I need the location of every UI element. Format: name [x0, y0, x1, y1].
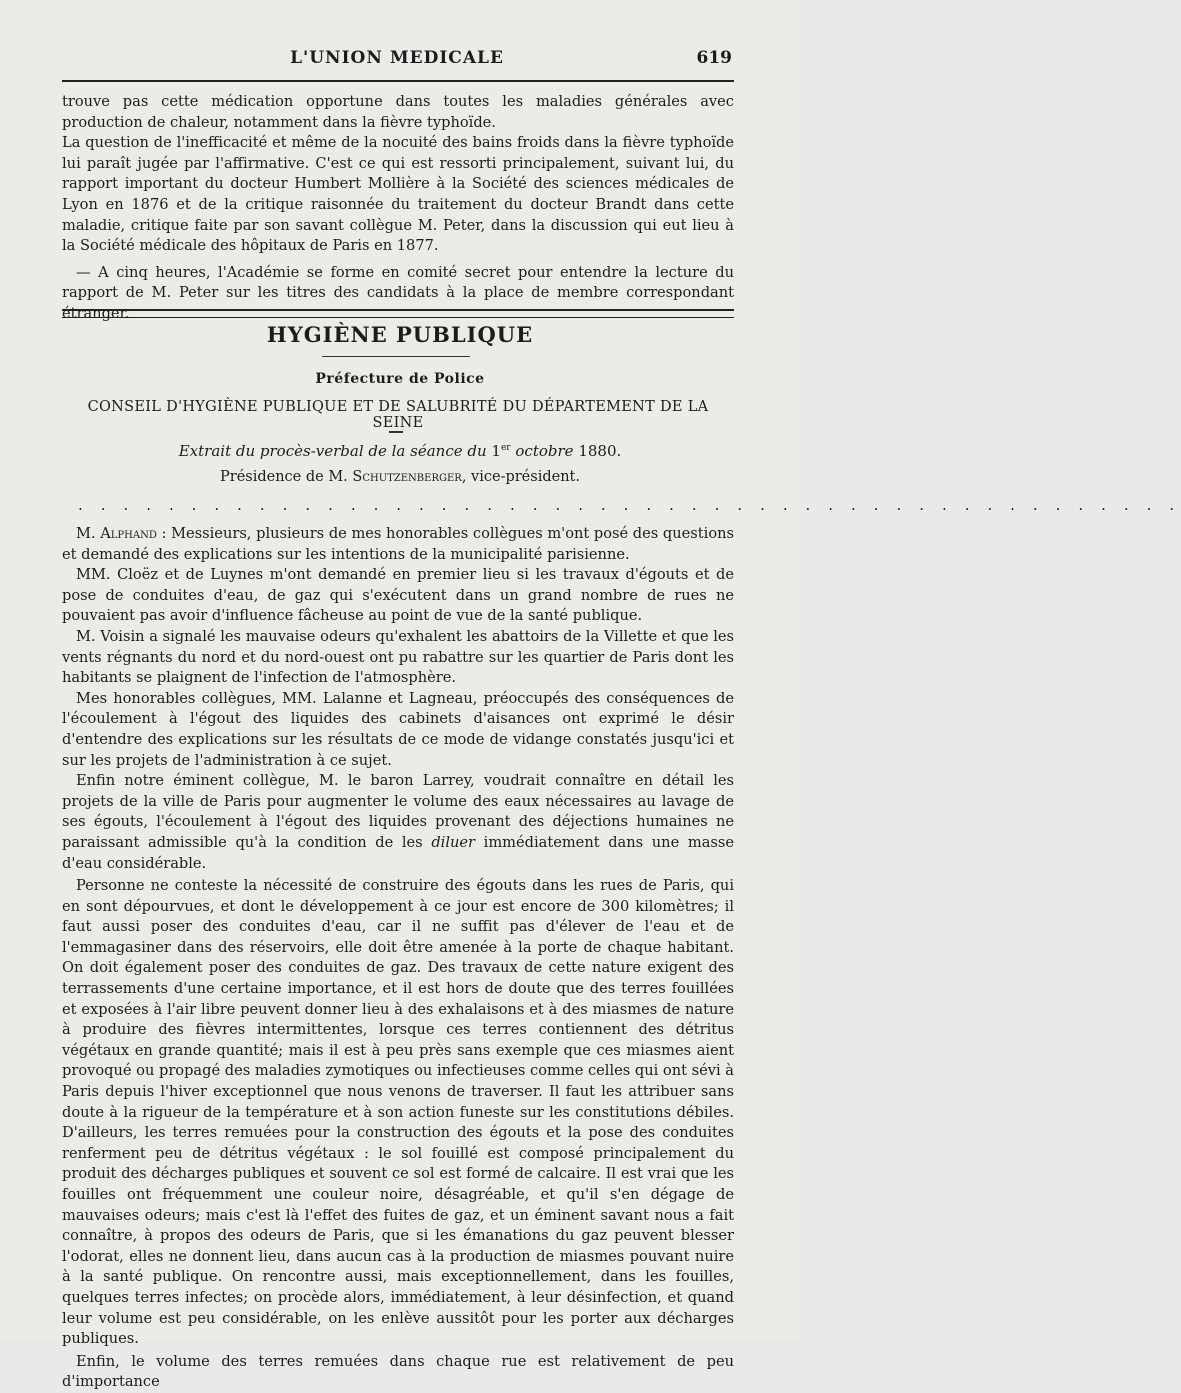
section-title: HYGIÈNE PUBLIQUE	[266, 322, 534, 347]
extrait-month: octobre	[515, 442, 574, 460]
extrait-year: 1880.	[578, 442, 622, 460]
conseil-heading: CONSEIL D'HYGIÈNE PUBLIQUE ET DE SALUBRITÉ DU DÉPARTEMENT DE LA SEINE	[87, 399, 709, 431]
intro-paragraph-1: trouve pas cette médication opportune dans toutes les maladies générales avec production de chaleur, notamment dans la fièvre typhoïde.	[62, 93, 734, 131]
presidence-name: Schutzenberger	[352, 469, 462, 485]
speaker-name: M. Alphand	[76, 525, 157, 542]
alphand-text: : Messieurs, plusieurs de mes honorables collègues m'ont posé des questions et demandé des explications sur les intentions de la municipalité parisienne.	[62, 525, 734, 563]
page-number: 619	[696, 48, 732, 68]
page-header	[62, 46, 732, 72]
dash-separator	[389, 431, 403, 433]
running-title: L'UNION MEDICALE	[290, 48, 504, 68]
intro-text	[62, 92, 734, 325]
intro-paragraph-3: — A cinq heures, l'Académie se forme en comité secret pour entendre la lecture du rapport de M. Peter sur les titres des candidats à la place de membre correspondant étranger.	[62, 263, 734, 322]
main-text	[62, 524, 734, 1393]
section-double-rule	[62, 309, 734, 318]
extrait-italic: Extrait du procès-verbal de la séance du	[178, 442, 487, 460]
dotted-leader: . . . . . . . . . . . . . . . . . . . . . . . . . . . . . . . . . . . . . . . . . . . . . . . . .	[78, 496, 1181, 514]
presidence-pre: Présidence de M.	[220, 469, 348, 485]
intro-paragraph-2: La question de l'inefficacité et même de la nocuité des bains froids dans la fièvre typhoïde lui paraît jugée par l'affirmative. C'est ce qui est ressorti principalement, suivant lui, du rapport important du docteur Humbert Mollière à la Société des sciences médicales de Lyon en 1876 et de la critique raisonnée du traitement du docteur Brandt dans cette maladie, critique faite par son savant collègue M. Peter, dans la discussion qui eut lieu à la Société médicale des hôpitaux de Paris en 1877.	[62, 134, 734, 255]
presidence-line	[0, 469, 800, 485]
extrait-day: 1	[491, 442, 501, 460]
presidence-post: , vice-président.	[461, 469, 580, 485]
larrey-italic: diluer	[431, 833, 476, 851]
alphand-paragraph	[62, 524, 734, 565]
voisin-paragraph: M. Voisin a signalé les mauvaise odeurs qu'exhalent les abattoirs de la Villette et que les vents régnants du nord et du nord-ouest ont pu rabattre sur les quartier de Paris dont les habitants se plaignent de l'infection de l'atmosphère.	[62, 627, 734, 687]
personne-paragraph: Personne ne conteste la nécessité de construire des égouts dans les rues de Paris, qui en sont dépourvues, et dont le développement à ce jour est encore de 300 kilomètres; il faut aussi poser des conduites d'eau, car il ne suffit pas d'élever de l'eau et de l'emmagasiner dans des réservoirs, elle doit être amenée à la porte de chaque habitant. On doit également poser des conduites de gaz. Des travaux de cette nature exigent des terrassements d'une certaine importance, et il est hors de doute que des terres fouillées et exposées à l'air libre peuvent donner lieu à des exhalaisons et à des miasmes de nature à produire des fièvres intermittentes, lorsque ces terres contiennent des détritus végétaux en grande quantité; mais il est à peu près sans exemple que ces miasmes aient provoqué ou propagé des maladies zymotiques ou infectieuses comme celles qui ont sévi à Paris depuis l'hiver exceptionnel que nous venons de traverser. Il faut les attribuer sans doute à la rigueur de la température et à son action funeste sur les constitutions débiles. D'ailleurs, les terres remuées pour la construction des égouts et la pose des conduites renferment peu de détritus végétaux : le sol fouillé est composé principalement du produit des décharges publiques et souvent ce sol est formé de calcaire. Il est vrai que les fouilles ont fréquemment une couleur noire, désagréable, et qu'il s'en dégage de mauvaises odeurs; mais c'est là l'effet des fuites de gaz, et un éminent savant nous a fait connaître, à propos des odeurs de Paris, que si les émanations du gaz peuvent blesser l'odorat, elles ne donnent lieu, dans aucun cas à la production de miasmes pouvant nuire à la santé publique. On rencontre aussi, mais exceptionnellement, dans les fouilles, quelques terres infectes; on procède alors, immédiatement, à leur désinfection, et quand leur volume est peu considérable, on les enlève aussitôt pour les porter aux décharges publiques.	[62, 877, 734, 1348]
cloez-paragraph: MM. Cloëz et de Luynes m'ont demandé en premier lieu si les travaux d'égouts et de pose de conduites d'eau, de gaz qui s'exécutent dans un grand nombre de rues ne pouvaient pas avoir d'influence fâcheuse au point de vue de la santé publique.	[62, 566, 734, 625]
extrait-day-sup: er	[500, 443, 511, 453]
enfin-paragraph: Enfin, le volume des terres remuées dans chaque rue est relativement de peu d'importance	[62, 1352, 734, 1391]
title-rule	[322, 356, 470, 357]
extrait-line	[0, 442, 800, 460]
larrey-text-b: immédiatement dans une masse d'eau considérable.	[62, 833, 735, 872]
lalanne-paragraph: Mes honorables collègues, MM. Lalanne et Lagneau, préoccupés des conséquences de l'écoulement à l'égout des liquides des cabinets d'aisances ont exprimé le désir d'entendre des explications sur les résultats de ce mode de vidange constatés jusqu'ici et sur les projets de l'administration à ce sujet.	[62, 689, 734, 769]
header-rule	[62, 80, 734, 82]
prefecture-heading: Préfecture de Police	[315, 371, 485, 387]
larrey-paragraph	[62, 771, 734, 874]
larrey-text-a: Enfin notre éminent collègue, M. le baron Larrey, voudrait connaître en détail les projets de la ville de Paris pour augmenter le volume des eaux nécessaires au lavage de ses égouts, l'écoulement à l'égout des liquides provenant des déjections humaines ne paraissant admissible qu'à la condition de les	[62, 772, 734, 851]
